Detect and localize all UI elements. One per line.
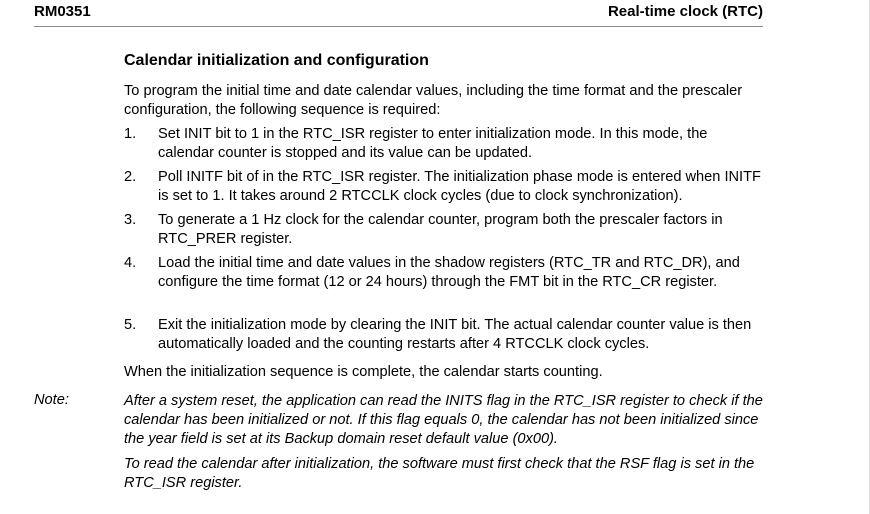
list-item-text: Set INIT bit to 1 in the RTC_ISR register to enter initialization mode. In this mode, the calendar counter is stopped and its value can be updated. bbox=[158, 126, 708, 161]
conclusion-paragraph: When the initialization sequence is complete, the calendar starts counting. bbox=[124, 364, 603, 380]
list-item-text: To generate a 1 Hz clock for the calendar counter, program both the prescaler factors in RTC_PRER register. bbox=[158, 212, 723, 247]
subsection-heading: Calendar initialization and configuration bbox=[124, 52, 429, 69]
note-paragraph: After a system reset, the application can read the INITS flag in the RTC_ISR register to check if the calendar has been initialized or not. If this flag equals 0, the calendar has not been initialized since the year field is set at its Backup domain reset default value (0x00). bbox=[124, 393, 763, 447]
list-item-number: 2. bbox=[124, 169, 137, 185]
list-item-number: 5. bbox=[124, 317, 137, 333]
intro-paragraph: To program the initial time and date calendar values, including the time format and the prescaler configuration, the following sequence is required: bbox=[124, 83, 743, 118]
list-item-number: 3. bbox=[124, 212, 137, 228]
list-item-number: 4. bbox=[124, 255, 137, 271]
list-item-text: Poll INITF bit of in the RTC_ISR register. The initialization phase mode is entered when INITF is set to 1. It takes around 2 RTCCLK clock cycles (due to clock synchronization). bbox=[158, 169, 761, 204]
note-paragraph: To read the calendar after initialization, the software must first check that the RSF flag is set in the RTC_ISR register. bbox=[124, 456, 755, 491]
list-item-text: Load the initial time and date values in the shadow registers (RTC_TR and RTC_DR), and configure the time format (12 or 24 hours) through the FMT bit in the RTC_CR register. bbox=[158, 255, 740, 290]
note-label: Note: bbox=[34, 392, 69, 408]
list-item-number: 1. bbox=[124, 126, 137, 142]
page-header bbox=[34, 3, 763, 25]
section-title: Real-time clock (RTC) bbox=[607, 3, 763, 20]
document-id: RM0351 bbox=[34, 3, 91, 20]
list-item-text: Exit the initialization mode by clearing the INIT bit. The actual calendar counter value is then automatically loaded and the counting restarts after 4 RTCCLK clock cycles. bbox=[158, 317, 752, 352]
header-divider bbox=[34, 26, 763, 27]
